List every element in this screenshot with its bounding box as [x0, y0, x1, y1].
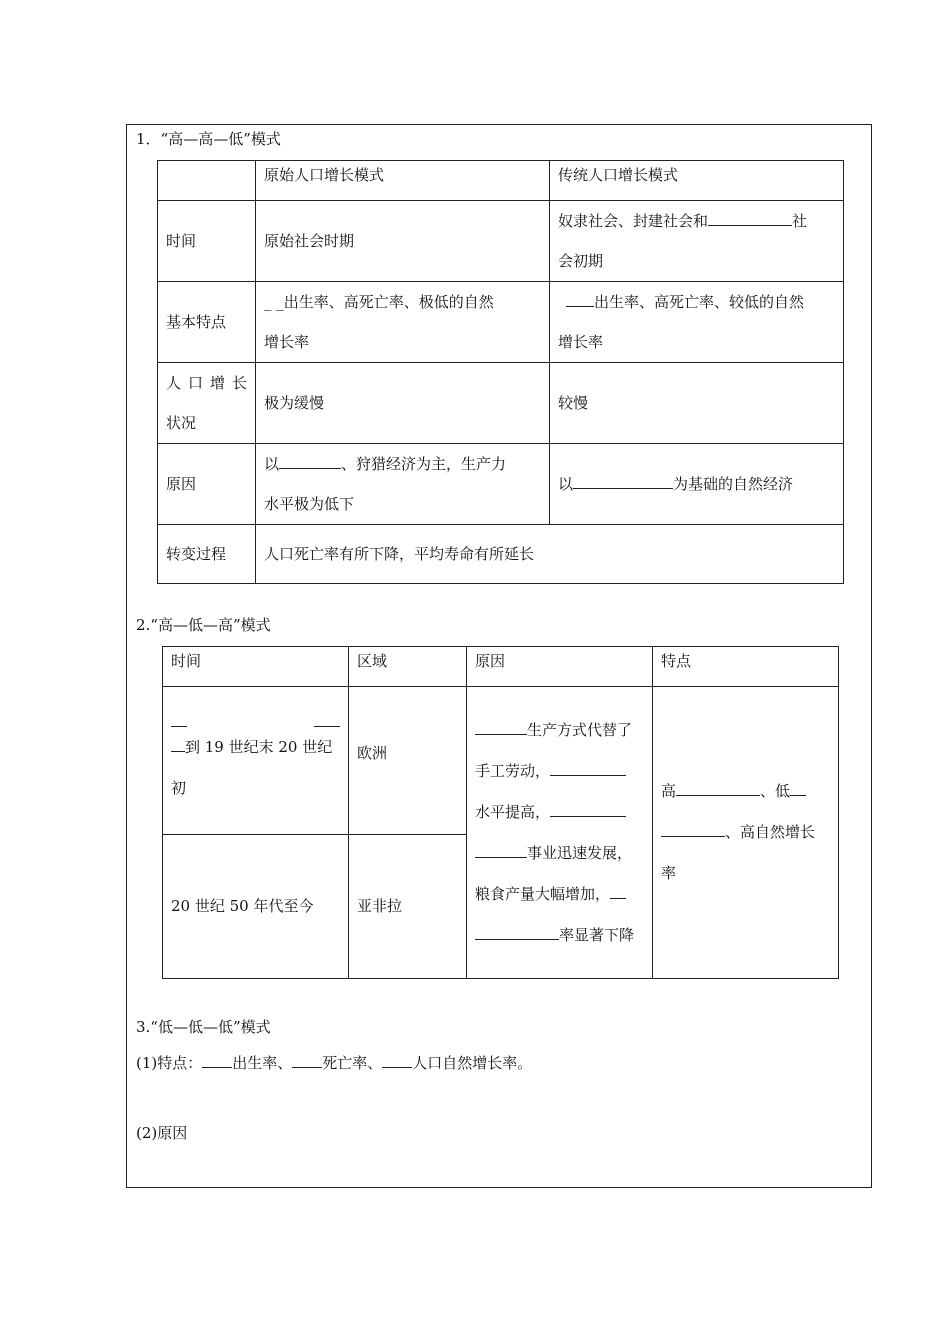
- table2-header-time: 时间: [163, 647, 349, 687]
- feature-l1-mid: 、低: [760, 782, 791, 800]
- reason-primitive: [256, 444, 550, 525]
- time-traditional-pre: 奴隶社会、封建社会和: [558, 212, 709, 230]
- reason-l6: 率显著下降: [559, 925, 635, 944]
- features-primitive-post: _出生率、高死亡率、极低的自然: [276, 293, 494, 311]
- feature-l1-pre: 高: [661, 782, 677, 800]
- blank-line: [676, 782, 760, 796]
- time-traditional: [550, 201, 844, 282]
- blank-line: [279, 455, 341, 469]
- table1-row-time: [158, 201, 844, 282]
- row-label-growth: [158, 363, 256, 444]
- reason-traditional-pre: 以: [558, 475, 574, 493]
- item1-a: 出生率、: [232, 1054, 293, 1072]
- reason-l2: 手工劳动，: [475, 761, 551, 780]
- blank-line: [566, 293, 594, 307]
- table1-header-row: [158, 161, 844, 201]
- blank-line: [610, 885, 626, 899]
- blank-line: [661, 823, 725, 837]
- feature-cell: [653, 687, 839, 979]
- table-primitive-traditional: [157, 160, 844, 584]
- table1-header-traditional: 传统人口增长模式: [550, 161, 844, 201]
- features-traditional: [550, 282, 844, 363]
- europe-time-line3: 初: [171, 778, 187, 797]
- reason-traditional: [550, 444, 844, 525]
- item1-b: 死亡率、: [322, 1054, 383, 1072]
- section3-item2: (2)原因: [136, 1124, 188, 1142]
- item1-c: 人口自然增长率。: [412, 1054, 533, 1072]
- table2-header-row: [163, 647, 839, 687]
- feature-l2: 、高自然增长: [725, 823, 816, 841]
- table2-header-reason: 原因: [467, 647, 653, 687]
- reason-primitive-line2: 水平极为低下: [264, 495, 355, 513]
- table1-row-growth: [158, 363, 844, 444]
- item1-pre: (1)特点：: [136, 1054, 203, 1072]
- table-high-low-high: [162, 646, 839, 979]
- reason-primitive-post: 、狩猎经济为主，生产力: [341, 455, 507, 473]
- section2-heading: 2.“高—低—高”模式: [136, 616, 271, 634]
- row-label-reason: 原因: [158, 444, 256, 525]
- section3-heading: 3.“低—低—低”模式: [136, 1018, 271, 1036]
- aal-region: 亚非拉: [349, 835, 467, 979]
- reason-traditional-post: 为基础的自然经济: [673, 475, 794, 493]
- transition-text: 人口死亡率有所下降，平均寿命有所延长: [256, 525, 844, 584]
- reason-cell: [467, 687, 653, 979]
- blank-line: [708, 212, 792, 226]
- section3-item1: [136, 1052, 532, 1073]
- features-traditional-line2: 增长率: [558, 333, 604, 351]
- row-label-transition: 转变过程: [158, 525, 256, 584]
- table2-header-region: 区域: [349, 647, 467, 687]
- reason-l4: 事业迅速发展，: [527, 843, 633, 862]
- blank-line: [171, 738, 185, 752]
- section1-heading: 1．“高—高—低”模式: [136, 130, 281, 148]
- reason-l1: 生产方式代替了: [527, 720, 633, 739]
- feature-l3: 率: [661, 864, 677, 882]
- growth-label-char: 口: [187, 374, 203, 392]
- growth-label-char: 人: [166, 374, 182, 392]
- aal-time: 20 世纪 50 年代至今: [163, 835, 349, 979]
- blank-line: [550, 762, 626, 776]
- blank-line: [475, 844, 527, 858]
- table1-row-features: [158, 282, 844, 363]
- growth-label-char: 长: [231, 374, 247, 392]
- blank-line: [475, 926, 559, 940]
- blank-line: [550, 803, 626, 817]
- features-traditional-post: 出生率、高死亡率、较低的自然: [594, 293, 805, 311]
- reason-primitive-pre: 以: [264, 455, 280, 473]
- table1-header-primitive: 原始人口增长模式: [256, 161, 550, 201]
- time-traditional-post: 社: [792, 212, 808, 230]
- reason-l5: 粮食产量大幅增加，: [475, 884, 611, 903]
- blank-line: [382, 1054, 412, 1068]
- time-traditional-line2: 会初期: [558, 252, 604, 270]
- europe-region: 欧洲: [349, 687, 467, 835]
- table1-row-reason: [158, 444, 844, 525]
- time-primitive: 原始社会时期: [256, 201, 550, 282]
- blank-line: [314, 713, 340, 727]
- blank-line: [202, 1054, 232, 1068]
- europe-time: [163, 687, 349, 835]
- table2-row-europe: [163, 687, 839, 835]
- row-label-features: 基本特点: [158, 282, 256, 363]
- table2-header-feature: 特点: [653, 647, 839, 687]
- table1-row-transition: [158, 525, 844, 584]
- europe-time-text: 到 19 世纪末 20 世纪: [185, 737, 333, 756]
- growth-label-char: 增: [209, 374, 225, 392]
- blank-line: [171, 713, 187, 727]
- features-primitive-line2: 增长率: [264, 333, 310, 351]
- blank-line: [573, 475, 673, 489]
- growth-primitive: 极为缓慢: [256, 363, 550, 444]
- row-label-time: 时间: [158, 201, 256, 282]
- features-primitive-pre: _: [264, 293, 277, 311]
- blank-line: [475, 721, 527, 735]
- features-primitive: [256, 282, 550, 363]
- blank-line: [292, 1054, 322, 1068]
- growth-label-line2: 状况: [166, 414, 197, 432]
- blank-line: [790, 782, 806, 796]
- table1-header-empty: [158, 161, 256, 201]
- reason-l3: 水平提高，: [475, 802, 551, 821]
- growth-traditional: 较慢: [550, 363, 844, 444]
